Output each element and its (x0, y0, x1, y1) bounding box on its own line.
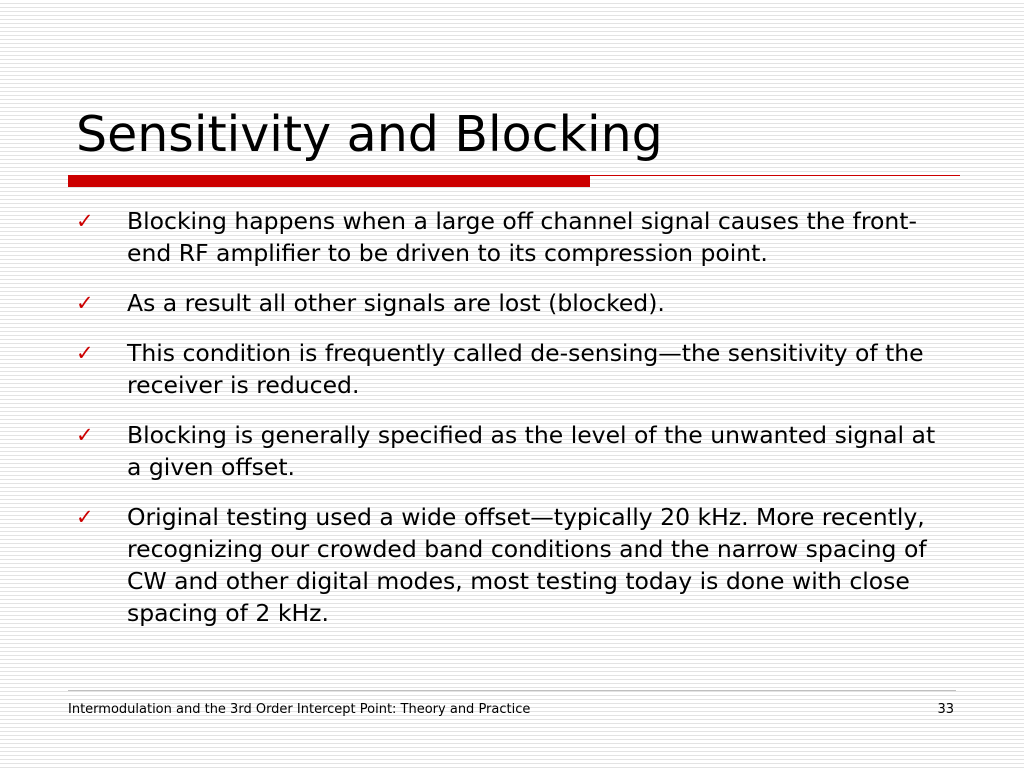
check-mark-icon: ✓ (76, 209, 94, 233)
check-mark-icon: ✓ (76, 291, 94, 315)
page-number: 33 (937, 702, 954, 717)
bullet-item (76, 419, 956, 483)
bullet-item (76, 337, 956, 401)
bullet-text: As a result all other signals are lost (blocked). (127, 289, 665, 317)
bullet-text: Blocking happens when a large off channel signal causes the front-end RF amplifier to be driven to its compression point. (127, 207, 917, 267)
slide-title: Sensitivity and Blocking (76, 106, 663, 163)
bullet-text: Blocking is generally specified as the level of the unwanted signal at a given offset. (127, 421, 936, 481)
bullet-text: This condition is frequently called de-sensing—the sensitivity of the receiver is reduced. (127, 339, 924, 399)
footer-title: Intermodulation and the 3rd Order Intercept Point: Theory and Practice (68, 702, 531, 717)
bullet-text: Original testing used a wide offset—typically 20 kHz. More recently, recognizing our crowded band conditions and the narrow spacing of CW and other digital modes, most testing today is done with close spacing of 2 kHz. (127, 503, 927, 627)
check-mark-icon: ✓ (76, 341, 94, 365)
bullet-list (76, 205, 956, 647)
check-mark-icon: ✓ (76, 505, 94, 529)
bullet-item (76, 501, 956, 629)
title-underline-bar (68, 175, 590, 187)
footer-divider (68, 690, 956, 691)
check-mark-icon: ✓ (76, 423, 94, 447)
bullet-item (76, 205, 956, 269)
bullet-item (76, 287, 956, 319)
title-underline-thin-rule (590, 175, 960, 176)
